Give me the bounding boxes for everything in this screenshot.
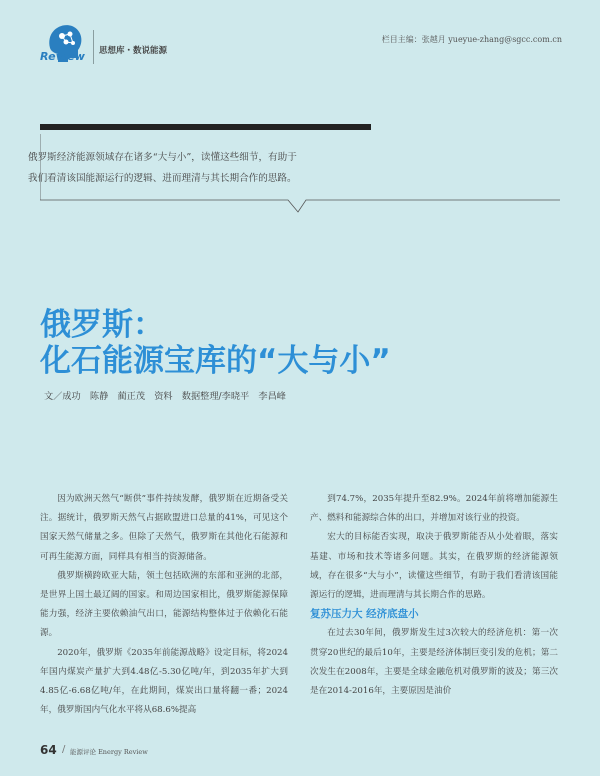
header-divider [93,30,94,64]
editor-info: 栏目主编：张越月 yueyue-zhang@sgcc.com.cn [381,35,562,44]
page-number: 64 [40,743,57,757]
paragraph: 因为欧洲天然气“断供”事件持续发酵，俄罗斯在近期备受关注。据统计，俄罗斯天然气占据欧盟进口总量的41%，可见这个国家天然气储量之多。但除了天然气，俄罗斯在其他化石能源和可再生能源方面，同样具有相当的资源储备。 [40,494,288,562]
byline: 文／成功 陈静 蔺正茂 资料 数据整理/李晓平 李昌峰 [44,391,286,402]
paragraph: 俄罗斯横跨欧亚大陆，领土包括欧洲的东部和亚洲的北部，是世界上国土最辽阔的国家。和周边国家相比，俄罗斯能源保障能力强，经济主要依赖油气出口，能源结构整体过于依赖化石能源。 [40,570,288,639]
footer-divider: / [62,744,66,755]
paragraph: 到74.7%，2035年提升至82.9%。2024年前将增加能源生产、燃料和能源综合体的出口，并增加对该行业的投资。 [310,494,558,524]
paragraph: 在过去30年间，俄罗斯发生过3次较大的经济危机：第一次贯穿20世纪的最后10年，主要是经济体制巨变引发的危机；第二次发生在2008年，主要是全球金融危机对俄罗斯的波及；第三次是在2014-2016年，主要原因是油价 [310,628,558,697]
logo-wordmark: Review [40,50,86,63]
quote-top-bar [40,124,371,130]
section-label: 思想库・数说能源 [99,46,168,56]
intro-line-1: 俄罗斯经济能源领域存在诸多“大与小”，读懂这些细节，有助于 [28,152,297,163]
intro-line-2: 我们看清该国能源运行的逻辑、进而理清与其长期合作的思路。 [28,173,297,184]
magazine-name: 能源评论 Energy Review [70,748,148,756]
title-line-2: 化石能源宝库的“大与小” [40,343,391,379]
paragraph: 宏大的目标能否实现，取决于俄罗斯能否从小处着眼，落实基建、市场和技术等诸多问题。其实，在俄罗斯的经济能源领域，存在很多“大与小”，读懂这些细节，有助于我们看清该国能源运行的逻辑，进而理清与其长期合作的思路。 [310,532,558,601]
intro-quote [28,147,548,189]
left-column [40,490,288,720]
paragraph: 2020年，俄罗斯《2035年前能源战略》设定目标，将2024年国内煤炭产量扩大到4.48亿-5.30亿吨/年，到2035年扩大到4.85亿-6.68亿吨/年，在此期间，煤炭出口量将翻一番；2024年，俄罗斯国内气化水平将从68.6%提高 [40,647,288,716]
article-title [40,307,391,379]
section-subhead: 复苏压力大 经济底盘小 [310,608,419,621]
title-line-1: 俄罗斯： [40,307,164,343]
right-column [310,490,558,701]
